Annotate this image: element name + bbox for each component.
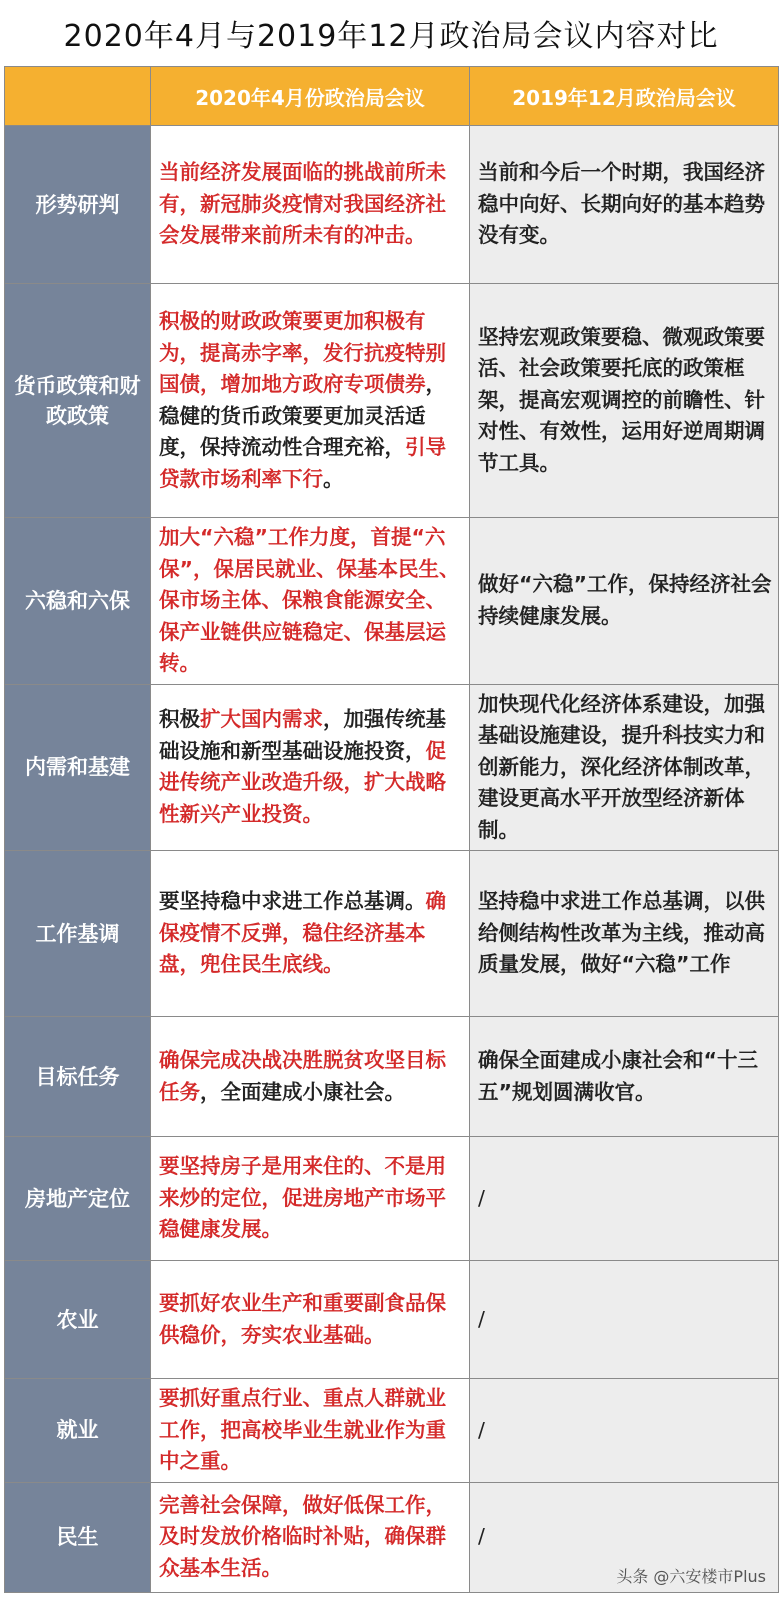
- row-label: 货币政策和财政政策: [5, 284, 151, 518]
- cell-2019-dec: /: [470, 1482, 779, 1592]
- footer-text: 头条 @六安楼市Plus: [616, 1567, 766, 1586]
- highlight-text: 确保完成决战决胜脱贫攻坚目标任务: [159, 1048, 446, 1104]
- plain-text: 积极: [159, 707, 200, 732]
- cell-2020-apr: [151, 851, 470, 1017]
- cell-2020-apr: [151, 1017, 470, 1137]
- cell-2020-apr: [151, 284, 470, 518]
- table-header-row: [5, 67, 779, 126]
- cell-2020-apr: [151, 1261, 470, 1379]
- highlight-text: 积极的财政政策要更加积极有为，提高赤字率，发行抗疫特别国债，增加地方政府专项债券: [159, 309, 446, 396]
- highlight-text: 扩大国内需求: [200, 707, 323, 732]
- cell-2020-apr: [151, 1379, 470, 1483]
- highlight-text: 当前经济发展面临的挑战前所未有，新冠肺炎疫情对我国经济社会发展带来前所未有的冲击。: [159, 160, 446, 248]
- cell-2019-dec: 做好“六稳”工作，保持经济社会持续健康发展。: [470, 518, 779, 685]
- plain-text: 要坚持稳中求进工作总基调。: [159, 889, 426, 914]
- table-row: [5, 1379, 779, 1483]
- row-label: 内需和基建: [5, 684, 151, 851]
- comparison-table: [4, 66, 779, 1593]
- row-label: 农业: [5, 1261, 151, 1379]
- highlight-text: 促进传统产业改造升级，扩大战略性新兴产业投资。: [159, 738, 446, 826]
- cell-2020-apr: [151, 1137, 470, 1261]
- row-label: 就业: [5, 1379, 151, 1483]
- table-row: [5, 518, 779, 685]
- highlight-text: 完善社会保障，做好低保工作，及时发放价格临时补贴，确保群众基本生活。: [159, 1492, 446, 1580]
- highlight-text: 要抓好重点行业、重点人群就业工作，把高校毕业生就业作为重中之重。: [159, 1386, 446, 1473]
- table-row: [5, 126, 779, 284]
- cell-2020-apr: [151, 1482, 470, 1592]
- page-title: 2020年4月与2019年12月政治局会议内容对比: [63, 19, 719, 54]
- cell-2020-apr: [151, 126, 470, 284]
- footer-watermark: [616, 1564, 766, 1587]
- highlight-text: 加大“六稳”工作力度，首提“六保”，保居民就业、保基本民生、保市场主体、保粮食能源安全、保产业链供应链稳定、保基层运转。: [159, 525, 460, 675]
- cell-2019-dec: /: [470, 1379, 779, 1483]
- header-2020-apr: 2020年4月份政治局会议: [151, 67, 470, 126]
- table-row: [5, 1017, 779, 1137]
- header-corner: [5, 67, 151, 126]
- cell-2019-dec: 坚持宏观政策要稳、微观政策要活、社会政策要托底的政策框架，提高宏观调控的前瞻性、针对性、有效性，运用好逆周期调节工具。: [470, 284, 779, 518]
- row-label: 民生: [5, 1482, 151, 1592]
- cell-2019-dec: 坚持稳中求进工作总基调，以供给侧结构性改革为主线，推动高质量发展，做好“六稳”工作: [470, 851, 779, 1017]
- plain-text: ，加强传统基础设施和新型基础设施投资，: [159, 707, 446, 763]
- row-label: 目标任务: [5, 1017, 151, 1137]
- table-row: [5, 1261, 779, 1379]
- cell-2020-apr: [151, 684, 470, 851]
- cell-2019-dec: 加快现代化经济体系建设，加强基础设施建设，提升科技实力和创新能力，深化经济体制改革，建设更高水平开放型经济新体制。: [470, 684, 779, 851]
- highlight-text: 要坚持房子是用来住的、不是用来炒的定位，促进房地产市场平稳健康发展。: [159, 1154, 446, 1242]
- cell-2019-dec: /: [470, 1137, 779, 1261]
- cell-2019-dec: 当前和今后一个时期，我国经济稳中向好、长期向好的基本趋势没有变。: [470, 126, 779, 284]
- table-row: [5, 851, 779, 1017]
- plain-text: ，稳健的货币政策要更加灵活适度，保持流动性合理充裕，: [159, 372, 446, 459]
- plain-text: 。: [323, 466, 344, 491]
- highlight-text: 引导贷款市场利率下行: [159, 435, 446, 491]
- row-label: 房地产定位: [5, 1137, 151, 1261]
- header-2019-dec: 2019年12月政治局会议: [470, 67, 779, 126]
- table-row: [5, 284, 779, 518]
- cell-2019-dec: 确保全面建成小康社会和“十三五”规划圆满收官。: [470, 1017, 779, 1137]
- table-body: [5, 126, 779, 1593]
- highlight-text: 确保疫情不反弹，稳住经济基本盘，兜住民生底线。: [159, 889, 446, 977]
- cell-2019-dec: /: [470, 1261, 779, 1379]
- table-row: [5, 684, 779, 851]
- row-label: 六稳和六保: [5, 518, 151, 685]
- highlight-text: 要抓好农业生产和重要副食品保供稳价，夯实农业基础。: [159, 1291, 446, 1347]
- row-label: 工作基调: [5, 851, 151, 1017]
- row-label: 形势研判: [5, 126, 151, 284]
- table-row: [5, 1137, 779, 1261]
- plain-text: ，全面建成小康社会。: [200, 1079, 405, 1104]
- cell-2020-apr: [151, 518, 470, 685]
